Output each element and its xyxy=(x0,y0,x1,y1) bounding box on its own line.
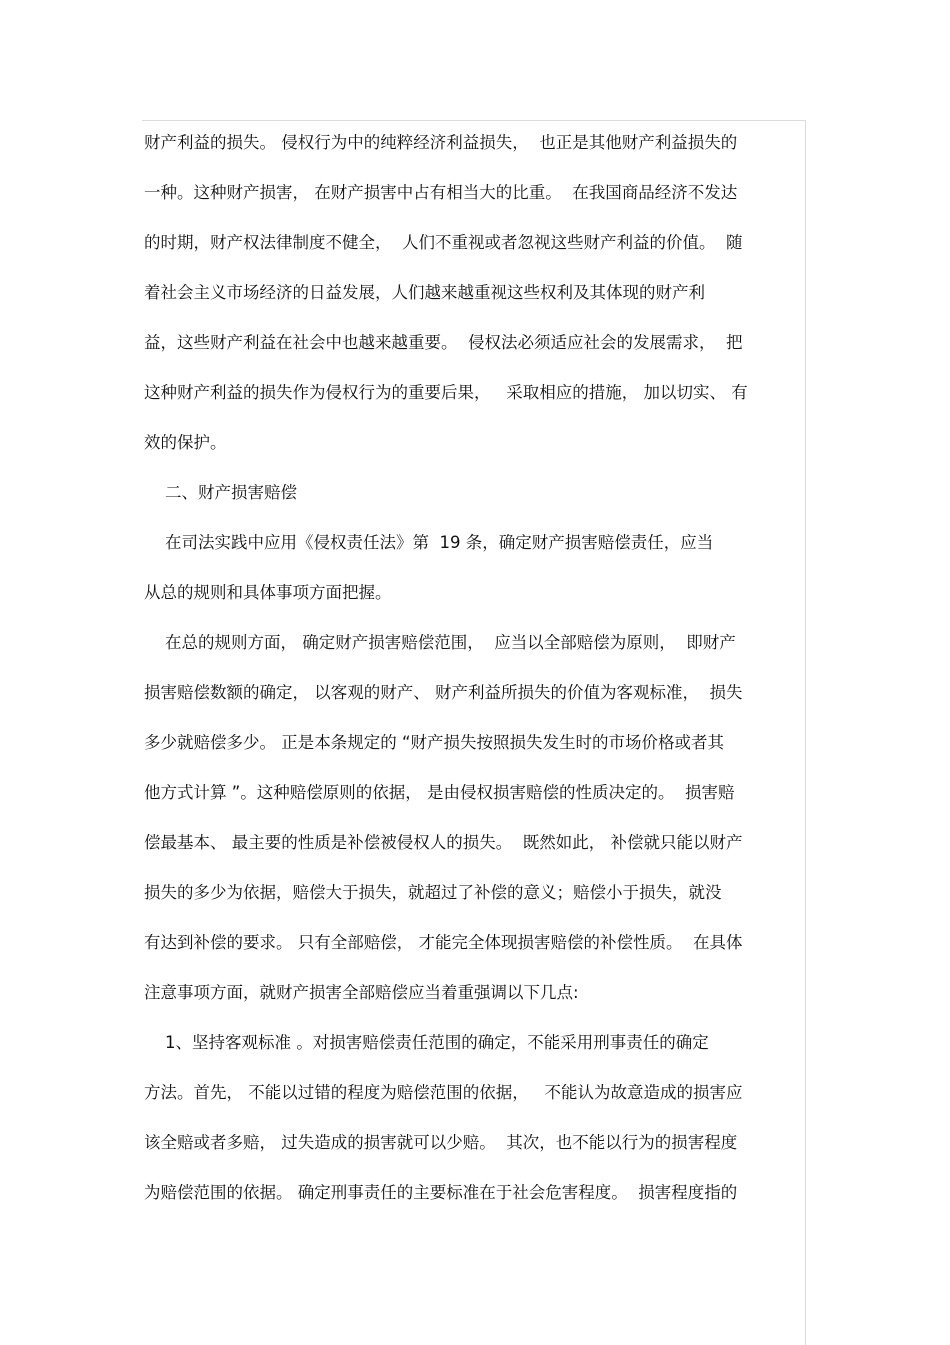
text-line: 有达到补偿的要求。 只有全部赔偿， 才能完全体现损害赔偿的补偿性质。 在具体 xyxy=(144,933,743,952)
text-line: 效的保护。 xyxy=(144,433,227,452)
text-line: 一种。这种财产损害， 在财产损害中占有相当大的比重。 在我国商品经济不发达 xyxy=(144,183,738,202)
text-line: 偿最基本、 最主要的性质是补偿被侵权人的损失。 既然如此， 补偿就只能以财产 xyxy=(144,833,743,852)
text-line: 注意事项方面，就财产损害全部赔偿应当着重强调以下几点: xyxy=(144,983,579,1002)
text-line: 为赔偿范围的依据。 确定刑事责任的主要标准在于社会危害程度。 损害程度指的 xyxy=(144,1183,738,1202)
text-line: 益，这些财产利益在社会中也越来越重要。 侵权法必须适应社会的发展需求， 把 xyxy=(144,333,743,352)
text-line: 损害赔偿数额的确定， 以客观的财产、 财产利益所损失的价值为客观标准， 损失 xyxy=(144,683,743,702)
text-line: 的时期，财产权法律制度不健全， 人们不重视或者忽视这些财产利益的价值。 随 xyxy=(144,233,743,252)
section-heading: 二、财产损害赔偿 xyxy=(144,483,297,502)
text-line: 着社会主义市场经济的日益发展，人们越来越重视这些权利及其体现的财产利 xyxy=(144,283,705,302)
text-line: 财产利益的损失。 侵权行为中的纯粹经济利益损失， 也正是其他财产利益损失的 xyxy=(144,133,738,152)
text-line: 从总的规则和具体事项方面把握。 xyxy=(144,583,392,602)
text-line: 1、坚持客观标准 。对损害赔偿责任范围的确定，不能采用刑事责任的确定 xyxy=(144,1033,709,1052)
text-line: 他方式计算 ”。这种赔偿原则的依据， 是由侵权损害赔偿的性质决定的。 损害赔 xyxy=(144,783,735,802)
text-line: 损失的多少为依据，赔偿大于损失，就超过了补偿的意义；赔偿小于损失，就没 xyxy=(144,883,722,902)
text-line: 在总的规则方面， 确定财产损害赔偿范围， 应当以全部赔偿为原则， 即财产 xyxy=(144,633,736,652)
text-line: 这种财产利益的损失作为侵权行为的重要后果， 采取相应的措施， 加以切实、 有 xyxy=(144,383,748,402)
text-line: 该全赔或者多赔， 过失造成的损害就可以少赔。 其次，也不能以行为的损害程度 xyxy=(144,1133,738,1152)
text-line: 方法。首先， 不能以过错的程度为赔偿范围的依据， 不能认为故意造成的损害应 xyxy=(144,1083,743,1102)
text-line: 多少就赔偿多少。 正是本条规定的 “财产损失按照损失发生时的市场价格或者其 xyxy=(144,733,725,752)
text-line: 在司法实践中应用《侵权责任法》第 19 条，确定财产损害赔偿责任，应当 xyxy=(144,533,714,552)
